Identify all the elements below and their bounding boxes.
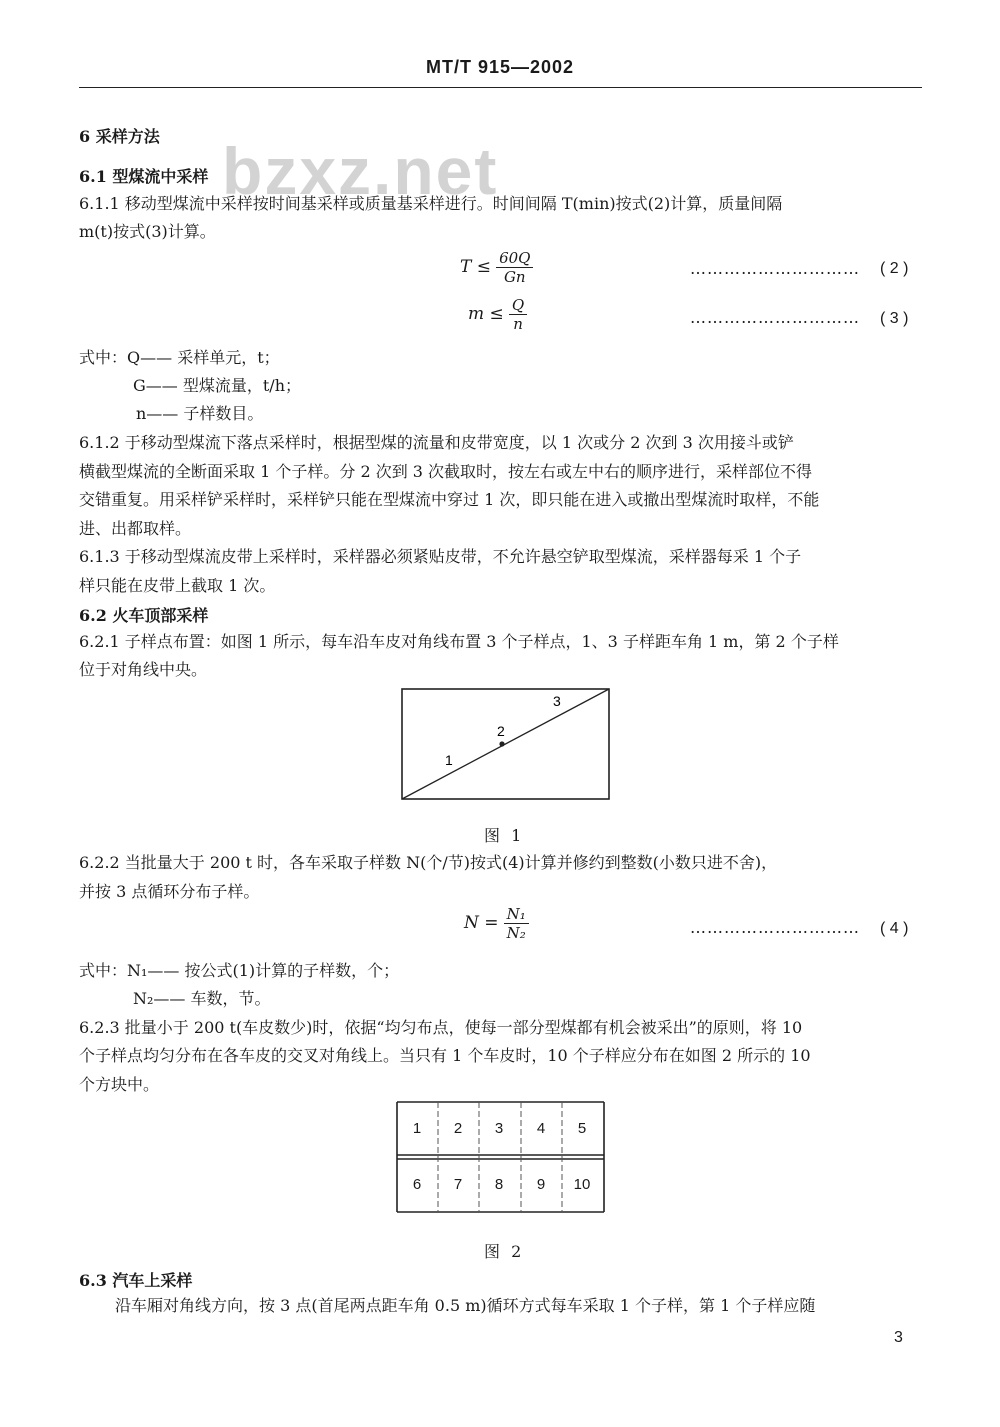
header-rule bbox=[79, 87, 922, 88]
equation-4-fraction bbox=[504, 905, 529, 942]
where-1-line1: 式中：Q—— 采样单元，t； bbox=[79, 348, 280, 367]
figure-1-center-point bbox=[499, 741, 504, 746]
para-6-2-3-line2: 个子样点均匀分布在各车皮的交叉对角线上。当只有 1 个车皮时，10 个子样应分布在如图 2 所示的 10 bbox=[79, 1046, 811, 1065]
para-6-1-2-line1: 6.1.2 于移动型煤流下落点采样时，根据型煤的流量和皮带宽度，以 1 次或分 2 次到 3 次用接斗或铲 bbox=[79, 433, 794, 452]
para-6-2-3-line1: 6.2.3 批量小于 200 t(车皮数少)时，依据“均匀布点，使每一部分型煤都有机会被采出”的原则，将 10 bbox=[79, 1018, 803, 1037]
para-6-1-2-line3: 交错重复。用采样铲采样时，采样铲只能在型煤流中穿过 1 次，即只能在进入或撤出型煤流时取样，不能 bbox=[79, 490, 820, 509]
para-6-1-3-line2: 样只能在皮带上截取 1 次。 bbox=[79, 576, 276, 595]
equation-4-leader: ………………………… bbox=[690, 918, 860, 937]
para-6-1-2-line2: 横截型煤流的全断面采取 1 个子样。分 2 次到 3 次截取时，按左右或左中右的顺序进行，采样部位不得 bbox=[79, 462, 813, 481]
figure-2-cell-6: 6 bbox=[412, 1176, 422, 1193]
equation-3-number: ( 3 ) bbox=[880, 310, 909, 327]
figure-2-cell-2: 2 bbox=[453, 1120, 463, 1137]
where-2-line1: 式中：N₁—— 按公式(1)计算的子样数，个； bbox=[79, 961, 400, 980]
page-number: 3 bbox=[894, 1329, 903, 1346]
where-2-line2: N₂—— 车数，节。 bbox=[133, 989, 271, 1008]
where-1-line3: n—— 子样数目。 bbox=[136, 404, 264, 423]
para-6-3-line1: 沿车厢对角线方向，按 3 点(首尾两点距车角 0.5 m)循环方式每车采取 1 个子样，第 1 个子样应随 bbox=[115, 1296, 816, 1315]
page-header: MT/T 915—2002 bbox=[425, 57, 575, 77]
equation-3-denominator: n bbox=[513, 315, 523, 333]
section-6-1-heading: 6.1 型煤流中采样 bbox=[79, 167, 209, 186]
figure-1-caption: 图 1 bbox=[484, 826, 525, 845]
equation-4-number: ( 4 ) bbox=[880, 920, 909, 937]
watermark: bzxz.net bbox=[222, 134, 499, 208]
figure-2-cell-4: 4 bbox=[536, 1120, 546, 1137]
where-1-line2: G—— 型煤流量，t/h； bbox=[133, 376, 301, 395]
equation-4-denominator: N₂ bbox=[506, 924, 526, 942]
figure-1-label-2: 2 bbox=[497, 723, 505, 739]
para-6-2-2-line1: 6.2.2 当批量大于 200 t 时，各车采取子样数 N(个/节)按式(4)计算并修约到整数(小数只进不舍)， bbox=[79, 853, 778, 872]
section-6-3-heading: 6.3 汽车上采样 bbox=[79, 1271, 193, 1290]
figure-2-cell-5: 5 bbox=[577, 1120, 587, 1137]
equation-2-numerator: 60Q bbox=[496, 249, 533, 268]
equation-2 bbox=[460, 249, 533, 286]
figure-2-cell-9: 9 bbox=[536, 1176, 546, 1193]
para-6-1-3-line1: 6.1.3 于移动型煤流皮带上采样时，采样器必须紧贴皮带，不允许悬空铲取型煤流，采样器每采 1 个子 bbox=[79, 547, 802, 566]
figure-2-cell-10: 10 bbox=[573, 1176, 591, 1193]
figure-2-cell-3: 3 bbox=[494, 1120, 504, 1137]
equation-4 bbox=[464, 905, 529, 942]
para-6-2-2-line2: 并按 3 点循环分布子样。 bbox=[79, 882, 260, 901]
para-6-1-2-line4: 进、出都取样。 bbox=[79, 519, 192, 538]
equation-3 bbox=[468, 296, 527, 333]
figure-2-cell-8: 8 bbox=[494, 1176, 504, 1193]
equation-3-leader: ………………………… bbox=[690, 308, 860, 327]
section-6-heading: 6 采样方法 bbox=[79, 127, 160, 146]
para-6-2-1-line2: 位于对角线中央。 bbox=[79, 660, 208, 679]
equation-3-numerator: Q bbox=[509, 296, 527, 315]
equation-4-lhs: N = bbox=[464, 913, 499, 933]
equation-2-number: ( 2 ) bbox=[880, 260, 909, 277]
equation-3-lhs: m ≤ bbox=[468, 304, 504, 324]
para-6-1-1-line1: 6.1.1 移动型煤流中采样按时间基采样或质量基采样进行。时间间隔 T(min)按式(2)计算，质量间隔 bbox=[79, 194, 783, 213]
para-6-2-3-line3: 个方块中。 bbox=[79, 1075, 160, 1094]
figure-2-cell-1: 1 bbox=[412, 1120, 422, 1137]
figure-2-caption: 图 2 bbox=[484, 1242, 525, 1261]
equation-2-denominator: Gn bbox=[503, 268, 526, 286]
equation-3-fraction bbox=[509, 296, 527, 333]
section-6-2-heading: 6.2 火车顶部采样 bbox=[79, 606, 209, 625]
figure-1-label-3: 3 bbox=[553, 693, 561, 709]
para-6-2-1-line1: 6.2.1 子样点布置：如图 1 所示，每车沿车皮对角线布置 3 个子样点，1、3 子样距车角 1 m，第 2 个子样 bbox=[79, 632, 839, 651]
equation-2-lhs: T ≤ bbox=[460, 257, 491, 277]
equation-2-leader: ………………………… bbox=[690, 259, 860, 278]
figure-1-diagonal bbox=[402, 689, 609, 799]
para-6-1-1-line2: m(t)按式(3)计算。 bbox=[79, 222, 216, 241]
equation-4-numerator: N₁ bbox=[504, 905, 529, 924]
figure-1-diagram bbox=[395, 684, 620, 804]
figure-1-label-1: 1 bbox=[445, 752, 453, 768]
figure-2-cell-7: 7 bbox=[453, 1176, 463, 1193]
equation-2-fraction bbox=[496, 249, 533, 286]
figure-2-diagram bbox=[394, 1097, 609, 1219]
